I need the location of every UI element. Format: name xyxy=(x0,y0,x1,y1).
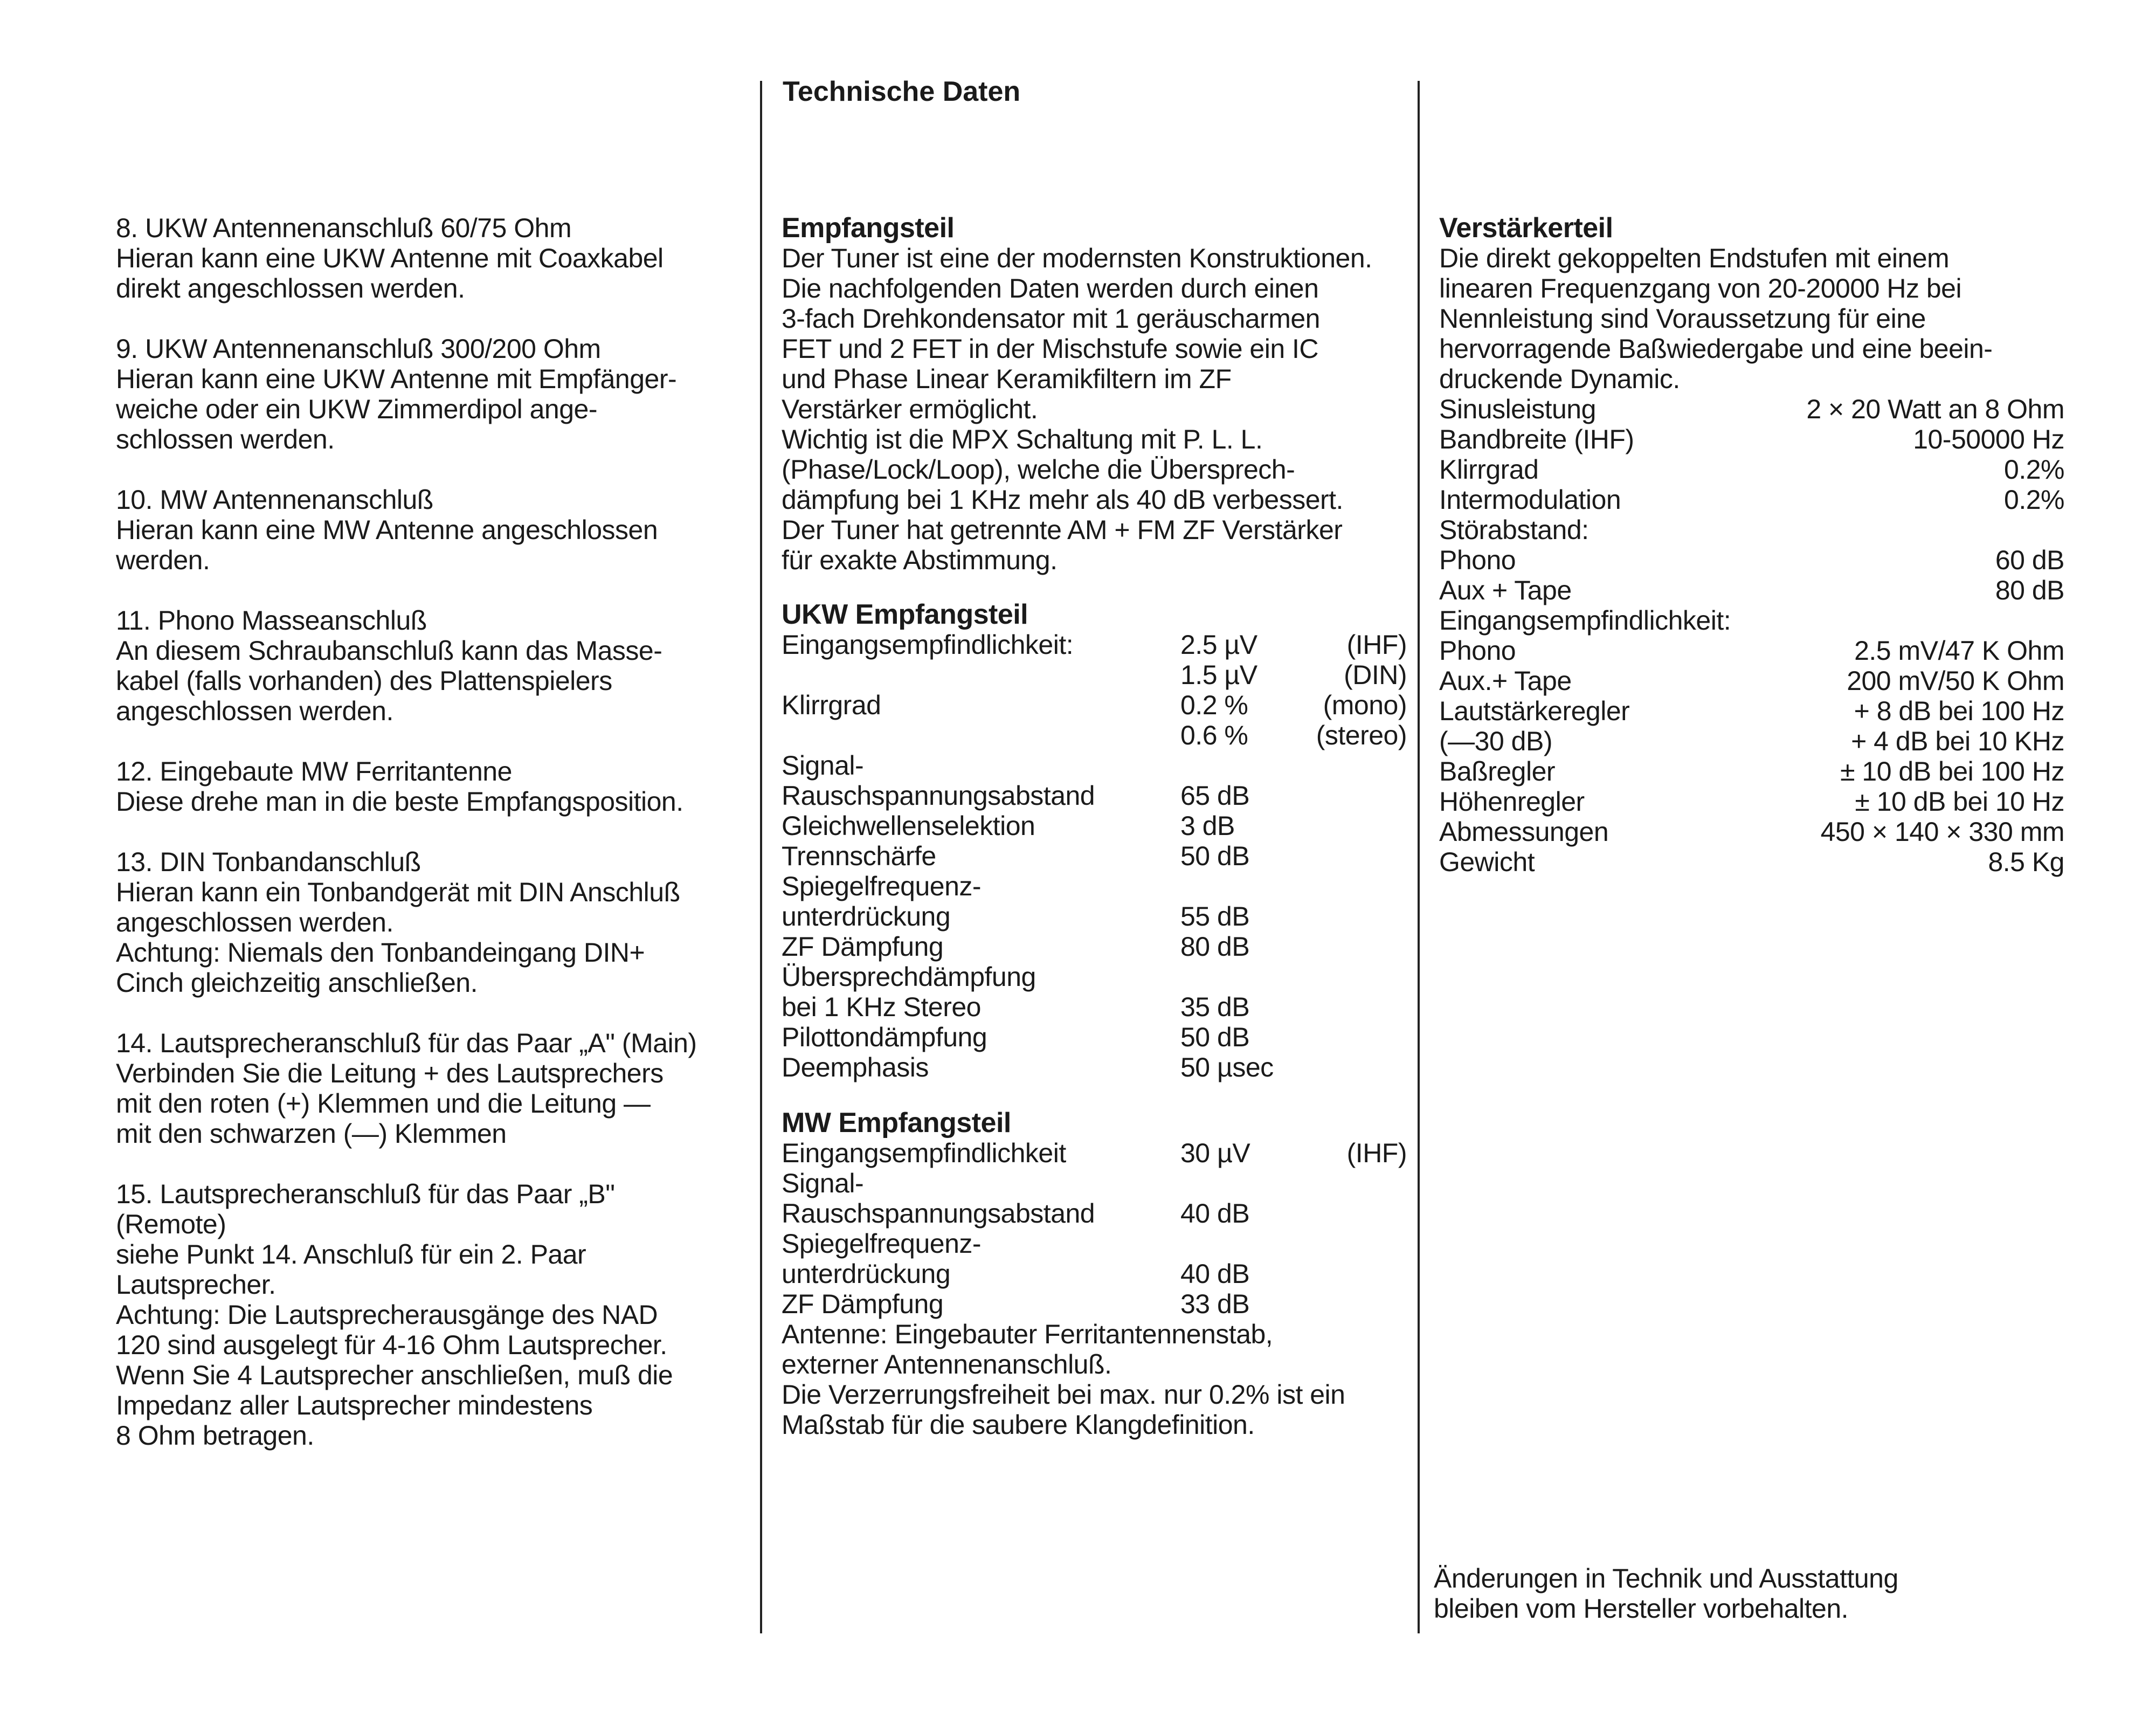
spec-row xyxy=(782,992,1407,1022)
spec-unit xyxy=(1294,901,1407,932)
empfangsteil-section xyxy=(782,213,1372,575)
spec-value xyxy=(1773,515,2064,545)
section-heading: MW Empfangsteil xyxy=(782,1107,1011,1139)
spec-unit: (IHF) xyxy=(1346,630,1407,660)
spec-row xyxy=(1439,726,2064,756)
section-text: Die Verzerrungsfreiheit bei max. nur 0.2% ist ein xyxy=(782,1379,1345,1410)
spec-unit xyxy=(1294,1168,1407,1198)
section-text: hervorragende Baßwiedergabe und eine beein- xyxy=(1439,334,1993,364)
item-15 xyxy=(116,1179,747,1451)
spec-value: 40 dB xyxy=(1180,1259,1250,1289)
spec-label: (—30 dB) xyxy=(1439,726,1552,756)
spec-row xyxy=(782,811,1407,841)
footer-note xyxy=(1434,1563,1898,1624)
column-divider-right xyxy=(1418,81,1420,1633)
spec-value xyxy=(1180,750,1294,781)
spec-value: 0.2 % xyxy=(1180,690,1248,720)
spec-row xyxy=(1439,424,2064,454)
spec-value xyxy=(1180,871,1294,901)
item-text: An diesem Schraubanschluß kann das Masse- xyxy=(116,636,662,666)
item-text: Achtung: Die Lautsprecherausgänge des NAD xyxy=(116,1300,658,1330)
spec-value: 35 dB xyxy=(1180,992,1250,1022)
spec-label: Höhenregler xyxy=(1439,786,1585,817)
spec-row xyxy=(782,1138,1407,1168)
item-heading: 9. UKW Antennenanschluß 300/200 Ohm xyxy=(116,334,601,364)
section-text: Maßstab für die saubere Klangdefinition. xyxy=(782,1410,1255,1440)
spec-value: 50 dB xyxy=(1180,1022,1250,1052)
section-text: Verstärker ermöglicht. xyxy=(782,394,1038,424)
spec-value: 33 dB xyxy=(1180,1289,1250,1319)
spec-unit: (DIN) xyxy=(1344,660,1407,690)
spec-label: ZF Dämpfung xyxy=(782,1289,944,1319)
item-text: Hieran kann eine UKW Antenne mit Empfänger- xyxy=(116,364,677,394)
spec-label: Signal- xyxy=(782,1168,864,1198)
section-text: linearen Frequenzgang von 20-20000 Hz bei xyxy=(1439,273,1962,303)
item-text: Achtung: Niemals den Tonbandeingang DIN+ xyxy=(116,937,645,968)
spec-unit xyxy=(1294,781,1407,811)
spec-label: Trennschärfe xyxy=(782,841,936,871)
spec-row xyxy=(782,871,1407,901)
spec-value: 30 µV xyxy=(1180,1138,1250,1168)
verstaerker-spec-table xyxy=(1439,394,2064,877)
spec-row xyxy=(1439,394,2064,424)
spec-row xyxy=(782,1289,1407,1319)
item-text: Hieran kann ein Tonbandgerät mit DIN Anschluß xyxy=(116,877,680,907)
spec-row xyxy=(782,1229,1407,1259)
spec-row xyxy=(1439,485,2064,515)
section-text: Der Tuner ist eine der modernsten Konstruktionen. xyxy=(782,243,1372,273)
spec-label: Lautstärkeregler xyxy=(1439,696,1630,726)
item-9 xyxy=(116,334,747,454)
item-text: Lautsprecher. xyxy=(116,1270,276,1300)
spec-unit xyxy=(1294,1022,1407,1052)
spec-unit xyxy=(1294,871,1407,901)
spec-label: Eingangsempfindlichkeit: xyxy=(1439,605,1731,636)
spec-row xyxy=(1439,454,2064,485)
spec-row xyxy=(1439,756,2064,786)
spec-unit: (mono) xyxy=(1323,690,1407,720)
spec-row xyxy=(782,962,1407,992)
footer-text: bleiben vom Hersteller vorbehalten. xyxy=(1434,1593,1849,1624)
item-text: Hieran kann eine MW Antenne angeschlossen xyxy=(116,515,658,545)
spec-label: Rauschspannungsabstand xyxy=(782,1198,1095,1229)
footer-text: Änderungen in Technik und Ausstattung xyxy=(1434,1563,1898,1593)
item-heading: 15. Lautsprecheranschluß für das Paar „B" xyxy=(116,1179,615,1209)
section-text: Der Tuner hat getrennte AM + FM ZF Verstärker xyxy=(782,515,1343,545)
section-text: dämpfung bei 1 KHz mehr als 40 dB verbessert. xyxy=(782,485,1343,515)
spec-unit xyxy=(1294,1198,1407,1229)
spec-label: Phono xyxy=(1439,545,1516,575)
spec-value: 80 dB xyxy=(1995,575,2064,605)
spec-label: Phono xyxy=(1439,636,1516,666)
spec-value: 60 dB xyxy=(1995,545,2064,575)
mw-spec-table xyxy=(782,1138,1407,1319)
spec-unit xyxy=(1294,1289,1407,1319)
spec-label: unterdrückung xyxy=(782,1259,951,1289)
spec-label: Deemphasis xyxy=(782,1052,929,1082)
section-text: externer Antennenanschluß. xyxy=(782,1349,1112,1379)
spec-label: Übersprechdämpfung xyxy=(782,962,1036,992)
spec-value: 450 × 140 × 330 mm xyxy=(1820,817,2064,847)
item-heading: 11. Phono Masseanschluß xyxy=(116,605,427,636)
section-text: Die direkt gekoppelten Endstufen mit einem xyxy=(1439,243,1950,273)
spec-row xyxy=(782,1022,1407,1052)
item-text: direkt angeschlossen werden. xyxy=(116,273,465,303)
spec-label: Klirrgrad xyxy=(782,690,881,720)
spec-unit: (stereo) xyxy=(1316,720,1407,750)
section-text: und Phase Linear Keramikfiltern im ZF xyxy=(782,364,1232,394)
item-text: angeschlossen werden. xyxy=(116,696,393,726)
spec-value: 80 dB xyxy=(1180,932,1250,962)
spec-label: Aux.+ Tape xyxy=(1439,666,1572,696)
item-8 xyxy=(116,213,747,303)
section-text: Die nachfolgenden Daten werden durch einen xyxy=(782,273,1319,303)
section-heading: UKW Empfangsteil xyxy=(782,599,1028,630)
section-text: Antenne: Eingebauter Ferritantennenstab, xyxy=(782,1319,1273,1349)
spec-row xyxy=(1439,545,2064,575)
spec-label: Spiegelfrequenz- xyxy=(782,1229,982,1259)
item-text: Cinch gleichzeitig anschließen. xyxy=(116,968,478,998)
item-10 xyxy=(116,485,747,575)
spec-row xyxy=(1439,605,2064,636)
spec-value xyxy=(1180,962,1294,992)
spec-label: unterdrückung xyxy=(782,901,951,932)
spec-row xyxy=(782,1198,1407,1229)
spec-row xyxy=(782,781,1407,811)
spec-row xyxy=(1439,696,2064,726)
spec-label: Spiegelfrequenz- xyxy=(782,871,982,901)
spec-value: 0.2% xyxy=(2004,485,2064,515)
spec-row xyxy=(1439,636,2064,666)
spec-value xyxy=(1180,1168,1294,1198)
section-heading: Verstärkerteil xyxy=(1439,212,1613,244)
section-text: (Phase/Lock/Loop), welche die Übersprech- xyxy=(782,454,1295,485)
spec-unit xyxy=(1294,750,1407,781)
spec-label: Abmessungen xyxy=(1439,817,1609,847)
item-14 xyxy=(116,1028,747,1149)
spec-row xyxy=(1439,817,2064,847)
spec-label: Sinusleistung xyxy=(1439,394,1596,424)
spec-unit xyxy=(1294,992,1407,1022)
spec-value: ± 10 dB bei 100 Hz xyxy=(1840,756,2064,786)
spec-label: ZF Dämpfung xyxy=(782,932,944,962)
spec-row xyxy=(1439,515,2064,545)
ukw-spec-table xyxy=(782,630,1407,1082)
spec-row xyxy=(782,750,1407,781)
spec-value: 50 dB xyxy=(1180,841,1250,871)
column-divider-left xyxy=(760,81,762,1633)
spec-row xyxy=(782,1259,1407,1289)
section-text: Nennleistung sind Voraussetzung für eine xyxy=(1439,303,1926,334)
spec-value: 0.6 % xyxy=(1180,720,1248,750)
spec-value: + 8 dB bei 100 Hz xyxy=(1854,696,2064,726)
item-text: 120 sind ausgelegt für 4-16 Ohm Lautsprecher. xyxy=(116,1330,667,1360)
spec-value xyxy=(1180,1229,1294,1259)
item-text: 8 Ohm betragen. xyxy=(116,1420,314,1451)
spec-label: Störabstand: xyxy=(1439,515,1589,545)
item-text: schlossen werden. xyxy=(116,424,335,454)
item-text: (Remote) xyxy=(116,1209,226,1239)
spec-value: + 4 dB bei 10 KHz xyxy=(1851,726,2064,756)
spec-row xyxy=(782,901,1407,932)
spec-label: Klirrgrad xyxy=(1439,454,1539,485)
left-column xyxy=(116,213,747,1481)
item-text: Verbinden Sie die Leitung + des Lautsprechers xyxy=(116,1058,664,1088)
item-text: Wenn Sie 4 Lautsprecher anschließen, muß die xyxy=(116,1360,673,1390)
spec-row xyxy=(782,720,1407,750)
page-title: Technische Daten xyxy=(783,76,1021,107)
item-text: werden. xyxy=(116,545,210,575)
spec-label: Bandbreite (IHF) xyxy=(1439,424,1634,454)
item-11 xyxy=(116,605,747,726)
spec-row xyxy=(782,1052,1407,1082)
spec-unit xyxy=(1294,1229,1407,1259)
item-text: Diese drehe man in die beste Empfangsposition. xyxy=(116,786,683,817)
spec-label: Gleichwellenselektion xyxy=(782,811,1035,841)
section-text: druckende Dynamic. xyxy=(1439,364,1680,394)
item-13 xyxy=(116,847,747,998)
spec-row xyxy=(782,1168,1407,1198)
spec-label: Aux + Tape xyxy=(1439,575,1572,605)
spec-label xyxy=(782,660,1180,690)
spec-label: Eingangsempfindlichkeit xyxy=(782,1138,1066,1168)
spec-row xyxy=(782,630,1407,660)
spec-value: 0.2% xyxy=(2004,454,2064,485)
section-text: FET und 2 FET in der Mischstufe sowie ein IC xyxy=(782,334,1319,364)
spec-label xyxy=(782,720,1180,750)
spec-unit xyxy=(1294,962,1407,992)
item-heading: 13. DIN Tonbandanschluß xyxy=(116,847,421,877)
item-text: Hieran kann eine UKW Antenne mit Coaxkabel xyxy=(116,243,664,273)
spec-value: 40 dB xyxy=(1180,1198,1250,1229)
item-text: angeschlossen werden. xyxy=(116,907,393,937)
item-text: Impedanz aller Lautsprecher mindestens xyxy=(116,1390,593,1420)
spec-unit: (IHF) xyxy=(1346,1138,1407,1168)
spec-row xyxy=(1439,786,2064,817)
spec-row xyxy=(782,690,1407,720)
spec-value: 2.5 mV/47 K Ohm xyxy=(1854,636,2064,666)
spec-label: Intermodulation xyxy=(1439,485,1621,515)
spec-value: ± 10 dB bei 10 Hz xyxy=(1855,786,2064,817)
spec-label: Pilottondämpfung xyxy=(782,1022,987,1052)
item-text: mit den roten (+) Klemmen und die Leitung — xyxy=(116,1088,651,1119)
spec-label: Rauschspannungsabstand xyxy=(782,781,1095,811)
spec-unit xyxy=(1294,1052,1407,1082)
item-heading: 14. Lautsprecheranschluß für das Paar „A" (Main) xyxy=(116,1028,697,1058)
item-text: weiche oder ein UKW Zimmerdipol ange- xyxy=(116,394,597,424)
spec-value xyxy=(1773,605,2064,636)
ukw-section xyxy=(782,599,1407,1082)
spec-value: 2.5 µV xyxy=(1180,630,1257,660)
item-heading: 8. UKW Antennenanschluß 60/75 Ohm xyxy=(116,213,572,243)
spec-unit xyxy=(1294,1259,1407,1289)
spec-label: Baßregler xyxy=(1439,756,1556,786)
spec-unit xyxy=(1294,932,1407,962)
spec-value: 200 mV/50 K Ohm xyxy=(1847,666,2064,696)
item-12 xyxy=(116,756,747,817)
spec-row xyxy=(782,841,1407,871)
spec-label: Gewicht xyxy=(1439,847,1535,877)
spec-value: 65 dB xyxy=(1180,781,1250,811)
spec-value: 3 dB xyxy=(1180,811,1235,841)
spec-row xyxy=(782,932,1407,962)
spec-value: 55 dB xyxy=(1180,901,1250,932)
item-text: siehe Punkt 14. Anschluß für ein 2. Paar xyxy=(116,1239,586,1270)
spec-value: 10-50000 Hz xyxy=(1913,424,2064,454)
item-text: kabel (falls vorhanden) des Plattenspielers xyxy=(116,666,612,696)
section-heading: Empfangsteil xyxy=(782,212,955,244)
spec-label: Eingangsempfindlichkeit: xyxy=(782,630,1074,660)
spec-row xyxy=(1439,575,2064,605)
spec-row xyxy=(1439,847,2064,877)
section-text: Wichtig ist die MPX Schaltung mit P. L. L. xyxy=(782,424,1263,454)
spec-label: Signal- xyxy=(782,750,864,781)
spec-unit xyxy=(1294,811,1407,841)
spec-label: bei 1 KHz Stereo xyxy=(782,992,981,1022)
spec-value: 8.5 Kg xyxy=(1988,847,2064,877)
spec-value: 50 µsec xyxy=(1180,1052,1274,1082)
section-text: für exakte Abstimmung. xyxy=(782,545,1058,575)
spec-row xyxy=(782,660,1407,690)
spec-value: 2 × 20 Watt an 8 Ohm xyxy=(1806,394,2064,424)
spec-value: 1.5 µV xyxy=(1180,660,1257,690)
item-heading: 10. MW Antennenanschluß xyxy=(116,485,433,515)
spec-row xyxy=(1439,666,2064,696)
item-heading: 12. Eingebaute MW Ferritantenne xyxy=(116,756,512,786)
section-text: 3-fach Drehkondensator mit 1 geräuscharmen xyxy=(782,303,1320,334)
verstaerkerteil-section xyxy=(1439,213,2064,877)
item-text: mit den schwarzen (—) Klemmen xyxy=(116,1119,507,1149)
spec-unit xyxy=(1294,841,1407,871)
mw-section xyxy=(782,1108,1407,1440)
